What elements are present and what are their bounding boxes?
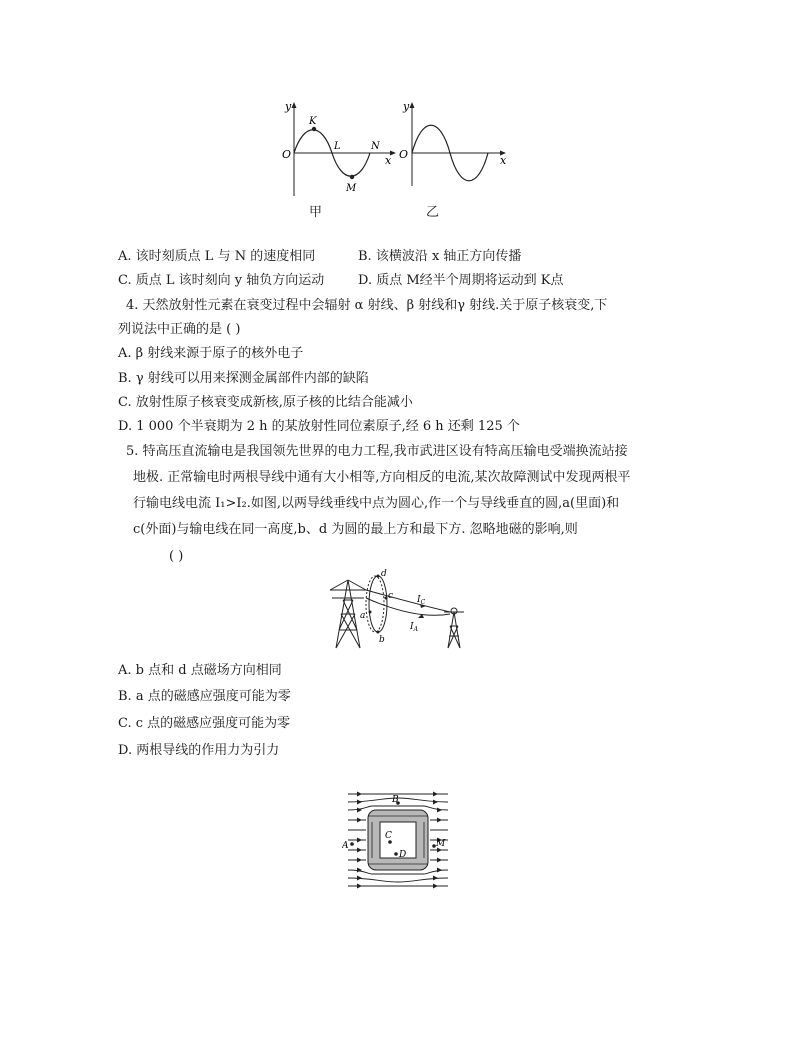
q4-option-b: B. γ 射线可以用来探测金属部件内部的缺陷 <box>118 371 369 386</box>
point-n-label: N <box>371 141 380 152</box>
origin-label: O <box>399 148 409 161</box>
q5-answer-bracket: ( ) <box>169 549 184 564</box>
point-c-label: c <box>388 591 394 601</box>
q3-option-b: B. 该横波沿 x 轴正方向传播 <box>358 249 522 264</box>
q5-option-b: B. a 点的磁感应强度可能为零 <box>118 689 291 704</box>
q5-stem-line-2: 地极. 正常输电时两根导线中通有大小相等,方向相反的电流,某次故障测试中发现两根平 <box>133 470 631 485</box>
transmission-line-figure <box>326 568 474 650</box>
current-i1-label: $I_C$ <box>417 595 426 606</box>
current-i2-label: $I_A$ <box>410 622 418 633</box>
wave-figure-right <box>396 96 514 196</box>
figure-caption-yi: 乙 <box>426 205 440 220</box>
wave-figure-left <box>280 96 405 208</box>
point-a-label: a <box>360 611 366 621</box>
q4-option-d: D. 1 000 个半衰期为 2 h 的某放射性同位素原子,经 6 h 还剩 125 个 <box>118 419 520 434</box>
point-c-label: C <box>385 831 392 841</box>
q5-option-c: C. c 点的磁感应强度可能为零 <box>118 716 291 731</box>
figure-caption-jia: 甲 <box>309 205 323 220</box>
q3-option-c: C. 质点 L 该时刻向 y 轴负方向运动 <box>118 273 325 288</box>
point-b-label: b <box>379 635 385 645</box>
magnetic-field-figure <box>342 786 454 894</box>
q3-option-a: A. 该时刻质点 L 与 N 的速度相同 <box>118 249 316 264</box>
q5-stem-line-1: 5. 特高压直流输电是我国领先世界的电力工程,我市武进区设有特高压输电受端换流站接 <box>126 444 628 459</box>
point-d-label: D <box>399 850 407 860</box>
axis-y-label: y <box>285 100 292 113</box>
origin-label: O <box>282 148 292 161</box>
point-a-label: A <box>342 841 349 851</box>
point-d-label: d <box>381 569 387 579</box>
q5-stem-line-3: 行输电线电流 I₁>I₂.如图,以两导线垂线中点为圆心,作一个与导线垂直的圆,a(里面)和 <box>133 496 620 511</box>
axis-y-label: y <box>403 100 410 113</box>
point-m-label: M <box>346 183 357 194</box>
q4-stem-line-1: 4. 天然放射性元素在衰变过程中会辐射 α 射线、β 射线和γ 射线.关于原子核衰变,下 <box>126 298 608 313</box>
q4-stem-line-2: 列说法中正确的是 ( ) <box>118 322 241 337</box>
axis-x-label: x <box>385 154 392 167</box>
q5-option-a: A. b 点和 d 点磁场方向相同 <box>118 663 282 678</box>
point-m-label: M <box>436 839 446 849</box>
q5-option-d: D. 两根导线的作用力为引力 <box>118 743 280 758</box>
q4-option-c: C. 放射性原子核衰变成新核,原子核的比结合能减小 <box>118 395 413 410</box>
point-k-label: K <box>309 116 317 127</box>
q4-option-a: A. β 射线来源于原子的核外电子 <box>118 346 304 361</box>
q5-stem-line-4: c(外面)与输电线在同一高度,b、d 为圆的最上方和最下方. 忽略地磁的影响,则 <box>133 522 578 537</box>
point-b-label: B <box>392 795 399 805</box>
point-l-label: L <box>334 141 341 152</box>
q3-option-d: D. 质点 M经半个周期将运动到 K点 <box>358 273 564 288</box>
axis-x-label: x <box>500 154 507 167</box>
